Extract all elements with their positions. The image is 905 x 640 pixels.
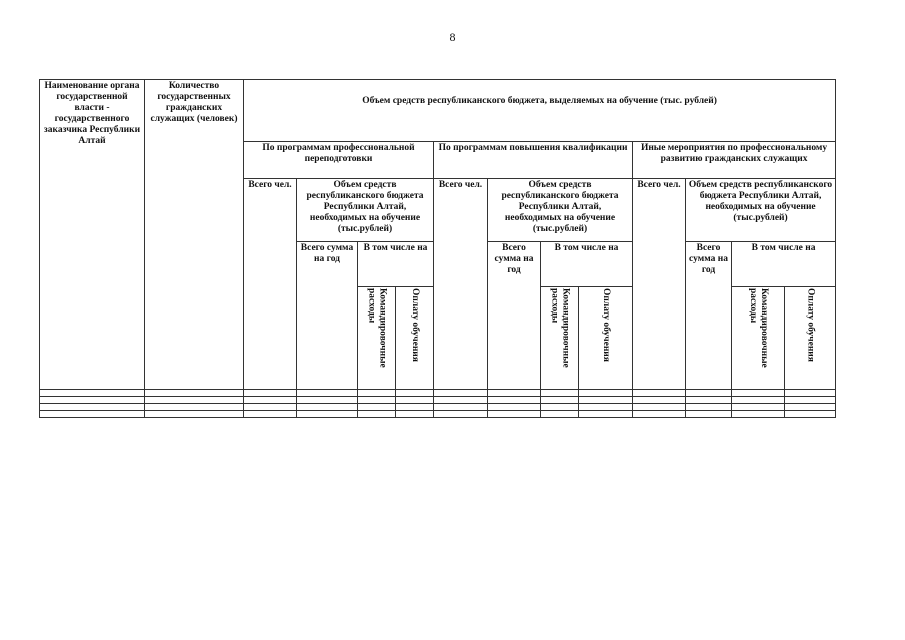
- table-cell: [686, 411, 732, 418]
- table-cell: [488, 404, 541, 411]
- header-row-1: [40, 80, 836, 142]
- table-cell: [686, 390, 732, 397]
- table-cell: [396, 411, 434, 418]
- table-cell: [297, 397, 358, 404]
- total-people-retraining: Всего чел.: [244, 179, 297, 390]
- table-cell: [358, 397, 396, 404]
- total-sum-qualification: Всего сумма на год: [488, 242, 541, 390]
- table-cell: [396, 390, 434, 397]
- total-people-qualification: Всего чел.: [434, 179, 488, 390]
- table-cell: [358, 390, 396, 397]
- table-cell: [785, 411, 836, 418]
- employees-count-header: Количество государственных гражданских служащих (человек): [145, 80, 244, 390]
- table-cell: [686, 397, 732, 404]
- table-row: [40, 404, 836, 411]
- table-cell: [40, 411, 145, 418]
- table-cell: [297, 390, 358, 397]
- table-cell: [244, 411, 297, 418]
- including-qualification: В том числе на: [541, 242, 633, 287]
- table-cell: [488, 411, 541, 418]
- table-cell: [541, 390, 579, 397]
- table-cell: [297, 411, 358, 418]
- table-cell: [396, 397, 434, 404]
- total-people-other: Всего чел.: [633, 179, 686, 390]
- table-cell: [40, 404, 145, 411]
- table-cell: [541, 397, 579, 404]
- table-cell: [732, 404, 785, 411]
- total-sum-other: Всего сумма на год: [686, 242, 732, 390]
- table-cell: [488, 397, 541, 404]
- table-cell: [732, 411, 785, 418]
- including-other: В том числе на: [732, 242, 836, 287]
- table-cell: [434, 404, 488, 411]
- table-cell: [434, 397, 488, 404]
- tuition-retraining-label: Оплату обучения: [410, 288, 420, 362]
- travel-expenses-other-label: Командировочные расходы: [748, 288, 769, 368]
- table-cell: [579, 404, 633, 411]
- table-cell: [40, 397, 145, 404]
- table-cell: [686, 404, 732, 411]
- table-cell: [244, 390, 297, 397]
- table-row: [40, 390, 836, 397]
- table-cell: [358, 404, 396, 411]
- table-cell: [244, 397, 297, 404]
- table-cell: [434, 390, 488, 397]
- travel-expenses-retraining: [358, 287, 396, 390]
- budget-needed-other: Объем средств республиканского бюджета Республики Алтай, необходимых на обучение (тыс.рублей): [686, 179, 836, 242]
- table-cell: [785, 404, 836, 411]
- table-cell: [145, 411, 244, 418]
- table-cell: [785, 397, 836, 404]
- table-cell: [732, 390, 785, 397]
- travel-expenses-other: [732, 287, 785, 390]
- tuition-other: [785, 287, 836, 390]
- table-row: [40, 411, 836, 418]
- travel-expenses-qualification-label: Командировочные расходы: [549, 288, 571, 368]
- travel-expenses-retraining-label: Командировочные расходы: [366, 288, 388, 368]
- group-title-retraining: По программам профессиональной переподготовки: [244, 142, 434, 179]
- tuition-other-label: Оплату обучения: [805, 288, 816, 362]
- table-cell: [145, 397, 244, 404]
- data-rows: [40, 390, 836, 418]
- budget-needed-retraining: Объем средств республиканского бюджета Республики Алтай, необходимых на обучение (тыс.рублей): [297, 179, 434, 242]
- table-cell: [579, 397, 633, 404]
- tuition-qualification: [579, 287, 633, 390]
- group-title-qualification: По программам повышения квалификации: [434, 142, 633, 179]
- table-cell: [579, 411, 633, 418]
- table-cell: [633, 390, 686, 397]
- total-sum-retraining: Всего сумма на год: [297, 242, 358, 390]
- budget-needed-qualification: Объем средств республиканского бюджета Республики Алтай, необходимых на обучение (тыс.рублей): [488, 179, 633, 242]
- group-title-other: Иные мероприятия по профессиональному развитию гражданских служащих: [633, 142, 836, 179]
- table-cell: [244, 404, 297, 411]
- tuition-retraining: [396, 287, 434, 390]
- travel-expenses-qualification: [541, 287, 579, 390]
- table-cell: [633, 404, 686, 411]
- table-row: [40, 397, 836, 404]
- table-cell: [579, 390, 633, 397]
- table-cell: [732, 397, 785, 404]
- table-cell: [396, 404, 434, 411]
- table-cell: [541, 411, 579, 418]
- table-cell: [541, 404, 579, 411]
- table-cell: [633, 397, 686, 404]
- table-cell: [358, 411, 396, 418]
- training-budget-table: [39, 79, 836, 418]
- table-cell: [633, 411, 686, 418]
- table-cell: [488, 390, 541, 397]
- table-cell: [145, 404, 244, 411]
- budget-total-header: Объем средств республиканского бюджета, выделяемых на обучение (тыс. рублей): [244, 80, 836, 142]
- table-cell: [297, 404, 358, 411]
- org-name-header: Наименование органа государственной власти - государственного заказчика Республики Алтай: [40, 80, 145, 390]
- table-cell: [785, 390, 836, 397]
- tuition-qualification-label: Оплату обучения: [601, 288, 611, 362]
- page-number: 8: [449, 30, 456, 44]
- including-retraining: В том числе на: [358, 242, 434, 287]
- table-cell: [434, 411, 488, 418]
- table-cell: [145, 390, 244, 397]
- table-cell: [40, 390, 145, 397]
